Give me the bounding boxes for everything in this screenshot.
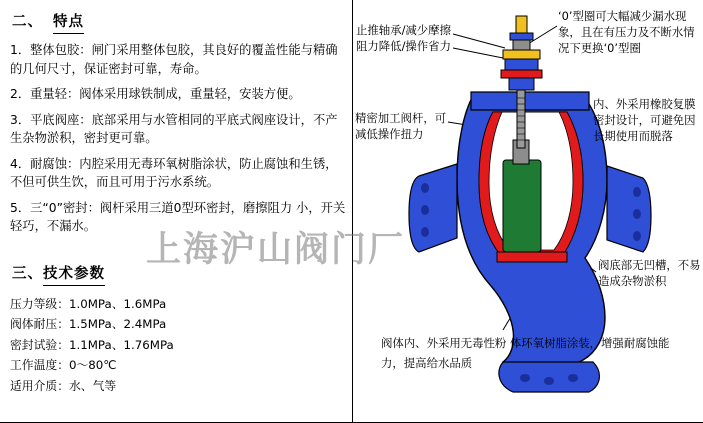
- spec-row: 密封试验：1.1MPa、1.76MPa: [10, 337, 174, 352]
- watermark-text: 上海沪山阀门厂: [146, 229, 406, 270]
- feature-item: 4．耐腐蚀：内腔采用无毒环氧树脂涂状，防止腐蚀和生锈，不但可供生饮，而且可用于污水系统。: [10, 156, 338, 189]
- callout-flat-bottom: 阀底部无凹槽，不易造成杂物淤积: [598, 258, 701, 288]
- outlet-flange: [607, 166, 651, 252]
- valve-stem-assembly: [501, 16, 542, 90]
- features-heading-text: 特点: [53, 10, 84, 34]
- flat-seat: [497, 252, 567, 262]
- flange-bolt-holes: [421, 183, 429, 237]
- inlet-flange: [409, 164, 457, 252]
- features-heading-number: 二、: [12, 14, 43, 30]
- callout-o-ring: ‘0’型圈可大幅减少漏水现象，且在有压力及不断水情况下更换‘0’型圈: [558, 9, 695, 55]
- callout-stem: 精密加工阀杆，可减低操作扭力: [355, 111, 447, 141]
- features-heading: [12, 10, 346, 34]
- feature-item: 2．重量轻：阀体采用球铁制成，重量轻，安装方便。: [10, 87, 301, 101]
- feature-item: 3．平底阀座：底部采用与水管相同的平底式阀座设计，不产生杂物淤积，密封更可靠。: [10, 112, 338, 145]
- specs-heading: [12, 262, 346, 286]
- callout-epoxy-coating: 阀体内、外采用无毒性粉 体环氧树脂涂装，增强耐腐蚀能力，提高给水品质: [381, 336, 670, 370]
- spec-row: 阀体耐压：1.5MPa、2.4MPa: [10, 317, 167, 331]
- spec-row: 工作温度：0～80℃: [10, 358, 117, 372]
- callout-rubber-seal: 内、外采用橡胶复膜密封设计，可避免因长期使用而脱落: [593, 97, 696, 143]
- spec-row: 适用介质：水、气等: [10, 378, 117, 393]
- specs-heading-text: 技术参数: [43, 262, 105, 286]
- valve-stem: [517, 90, 525, 148]
- callout-thrust-bearing: 止推轴承/减少摩擦阻力降低/操作省力: [356, 23, 451, 53]
- specs-heading-number: 三、: [12, 265, 43, 282]
- rubber-gate: [503, 160, 541, 252]
- spec-row: 压力等级：1.0MPa、1.6MPa: [10, 296, 167, 311]
- feature-item: 5．三“0”密封：阀杆采用三道0型环密封，磨擦阻力 小，开关轻巧，不漏水。: [10, 200, 346, 233]
- valve-diagram: [353, 0, 703, 423]
- feature-item: 1．整体包胶：闸门采用整体包胶，其良好的覆盖性能与精确的几何尺寸，保证密封可靠，寿命。: [10, 43, 338, 76]
